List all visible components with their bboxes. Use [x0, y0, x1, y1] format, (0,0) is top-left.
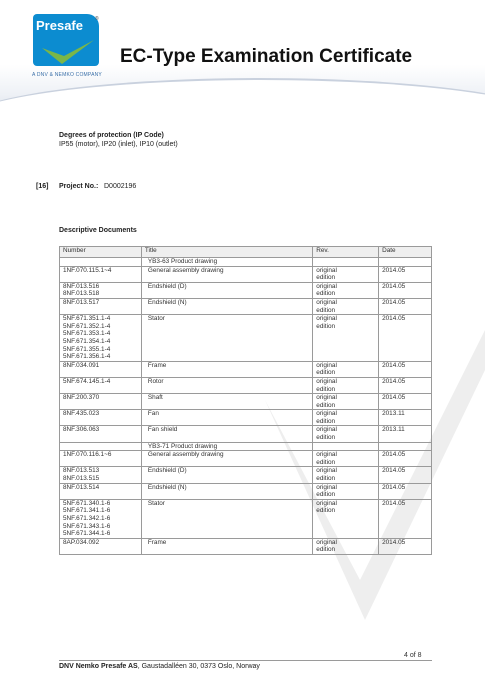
- table-cell-title: Rotor: [141, 377, 312, 393]
- table-cell-number: 8NF.034.091: [60, 361, 142, 377]
- table-cell-rev: original edition: [313, 298, 379, 314]
- column-header-date: Date: [379, 247, 432, 258]
- table-row: [60, 282, 432, 298]
- column-header-title: Title: [141, 247, 312, 258]
- table-cell-title: Fan shield: [141, 426, 312, 442]
- documents-table: [59, 246, 432, 555]
- logo-registered-mark: ®: [95, 16, 99, 22]
- table-cell-rev: original edition: [313, 451, 379, 467]
- degrees-heading: Degrees of protection (IP Code): [59, 132, 164, 139]
- table-cell-date: 2014.05: [379, 451, 432, 467]
- table-cell-rev: original edition: [313, 467, 379, 483]
- table-cell-number: 8NF.013.514: [60, 483, 142, 499]
- table-cell-title: Endshield (D): [141, 467, 312, 483]
- table-row: [60, 361, 432, 377]
- table-cell-date: 2014.05: [379, 266, 432, 282]
- table-cell-number: 5NF.671.351.1-4 5NF.671.352.1-4 5NF.671.353.1-4 5NF.671.354.1-4 5NF.671.355.1-4 5NF.671.356.1-4: [60, 315, 142, 362]
- table-cell-number: 1NF.070.116.1~6: [60, 451, 142, 467]
- table-cell-date: 2014.05: [379, 298, 432, 314]
- table-cell-title: Endshield (N): [141, 298, 312, 314]
- table-cell-date: 2014.05: [379, 467, 432, 483]
- footer-company: DNV Nemko Presafe AS: [59, 663, 138, 670]
- project-number: D0002196: [104, 183, 137, 190]
- table-cell-rev: original edition: [313, 315, 379, 362]
- table-cell-date: 2013.11: [379, 410, 432, 426]
- table-cell-title: Stator: [141, 315, 312, 362]
- table-cell-title: General assembly drawing: [141, 266, 312, 282]
- table-cell-rev: original edition: [313, 266, 379, 282]
- table-row: [60, 499, 432, 538]
- table-cell-number: 8NF.013.513 8NF.013.515: [60, 467, 142, 483]
- table-cell-date: 2014.05: [379, 282, 432, 298]
- table-cell-number: 8NF.013.516 8NF.013.518: [60, 282, 142, 298]
- table-row: [60, 266, 432, 282]
- table-cell-rev: original edition: [313, 499, 379, 538]
- table-group-title: YB3-63 Product drawing: [141, 258, 312, 267]
- column-header-number: Number: [60, 247, 142, 258]
- documents-heading: Descriptive Documents: [59, 227, 137, 234]
- table-cell-rev: original edition: [313, 538, 379, 554]
- table-cell-empty: [60, 442, 142, 451]
- table-cell-title: Frame: [141, 361, 312, 377]
- table-cell-rev: original edition: [313, 426, 379, 442]
- table-cell-rev: original edition: [313, 483, 379, 499]
- table-header-row: [60, 247, 432, 258]
- table-cell-date: 2014.05: [379, 377, 432, 393]
- table-cell-date: 2014.05: [379, 499, 432, 538]
- table-row: [60, 483, 432, 499]
- table-row: [60, 394, 432, 410]
- table-row: [60, 467, 432, 483]
- table-cell-title: Endshield (N): [141, 483, 312, 499]
- table-row: [60, 426, 432, 442]
- certificate-title: EC-Type Examination Certificate: [120, 46, 413, 67]
- table-cell-number: 5NF.674.145.1-4: [60, 377, 142, 393]
- table-cell-rev: original edition: [313, 282, 379, 298]
- table-row: [60, 377, 432, 393]
- table-row: [60, 315, 432, 362]
- table-row: [60, 298, 432, 314]
- table-cell-empty: [313, 442, 379, 451]
- page-number: 4 of 8: [404, 652, 422, 659]
- table-cell-title: Fan: [141, 410, 312, 426]
- table-cell-title: Frame: [141, 538, 312, 554]
- degrees-text: IP55 (motor), IP20 (inlet), IP10 (outlet): [59, 141, 178, 148]
- logo-subtitle: A DNV & NEMKO COMPANY: [32, 72, 102, 78]
- table-cell-title: Shaft: [141, 394, 312, 410]
- table-cell-rev: original edition: [313, 394, 379, 410]
- checkmark-icon: [40, 38, 96, 66]
- table-group-row: [60, 258, 432, 267]
- table-cell-empty: [379, 258, 432, 267]
- table-cell-date: 2014.05: [379, 394, 432, 410]
- table-cell-empty: [313, 258, 379, 267]
- table-cell-number: 8NF.435.023: [60, 410, 142, 426]
- logo-text: Presafe: [36, 18, 83, 33]
- table-cell-rev: original edition: [313, 410, 379, 426]
- table-cell-number: 8AP.034.092: [60, 538, 142, 554]
- table-cell-empty: [60, 258, 142, 267]
- table-row: [60, 410, 432, 426]
- table-group-title: YB3-71 Product drawing: [141, 442, 312, 451]
- table-cell-date: 2014.05: [379, 361, 432, 377]
- table-cell-rev: original edition: [313, 361, 379, 377]
- table-cell-title: General assembly drawing: [141, 451, 312, 467]
- table-cell-date: 2014.05: [379, 538, 432, 554]
- table-cell-number: 5NF.671.340.1-6 5NF.671.341.1-6 5NF.671.342.1-6 5NF.671.343.1-6 5NF.671.344.1-6: [60, 499, 142, 538]
- section-number: [16]: [36, 183, 49, 190]
- header-curve: [0, 78, 485, 118]
- table-cell-date: 2014.05: [379, 315, 432, 362]
- table-cell-number: 1NF.070.115.1~4: [60, 266, 142, 282]
- table-body: [60, 258, 432, 555]
- column-header-rev: Rev.: [313, 247, 379, 258]
- table-cell-title: Endshield (D): [141, 282, 312, 298]
- table-cell-date: 2014.05: [379, 483, 432, 499]
- table-cell-number: 8NF.306.063: [60, 426, 142, 442]
- table-cell-date: 2013.11: [379, 426, 432, 442]
- table-cell-number: 8NF.200.370: [60, 394, 142, 410]
- table-group-row: [60, 442, 432, 451]
- footer-divider: [59, 660, 432, 661]
- table-row: [60, 451, 432, 467]
- footer-address: , Gaustadalléen 30, 0373 Oslo, Norway: [137, 663, 260, 670]
- table-cell-number: 8NF.013.517: [60, 298, 142, 314]
- table-cell-rev: original edition: [313, 377, 379, 393]
- project-label: Project No.:: [59, 183, 99, 190]
- table-cell-empty: [379, 442, 432, 451]
- footer-text: [59, 663, 260, 670]
- table-cell-title: Stator: [141, 499, 312, 538]
- table-row: [60, 538, 432, 554]
